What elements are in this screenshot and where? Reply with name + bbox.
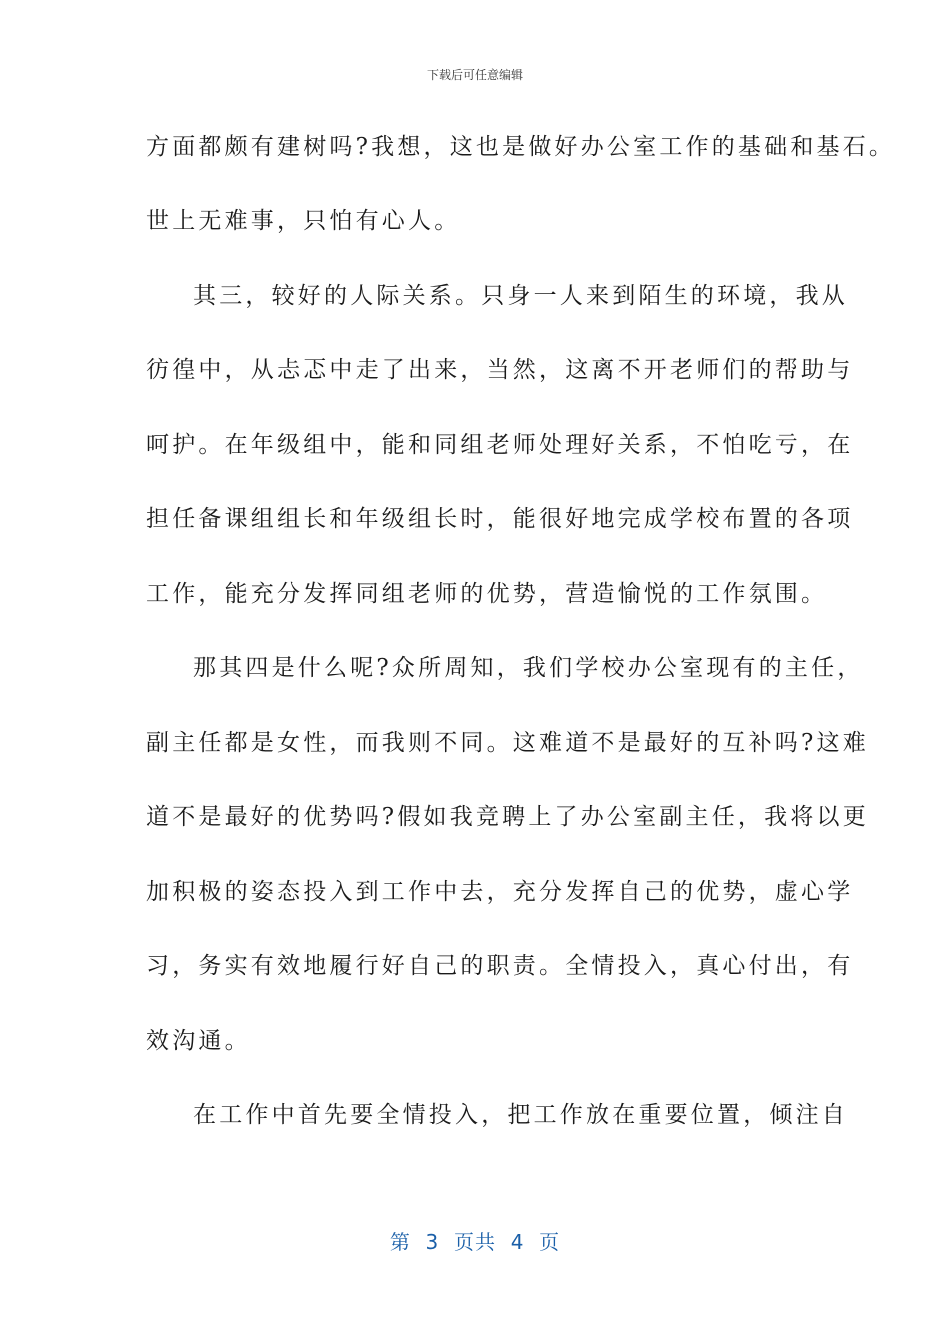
page-number-footer: 第 3 页共 4 页 bbox=[389, 1230, 561, 1254]
body-line: 方面都颇有建树吗?我想，这也是做好办公室工作的基础和基石。 bbox=[146, 134, 896, 160]
body-line: 习，务实有效地履行好自己的职责。全情投入，真心付出，有 bbox=[146, 953, 854, 979]
header-note: 下载后可任意编辑 bbox=[426, 68, 523, 82]
paragraph-start-line: 那其四是什么呢?众所周知，我们学校办公室现有的主任， bbox=[193, 655, 864, 681]
body-line: 道不是最好的优势吗?假如我竞聘上了办公室副主任，我将以更 bbox=[146, 804, 869, 830]
paragraph-start-line: 在工作中首先要全情投入，把工作放在重要位置，倾注自 bbox=[193, 1102, 848, 1128]
body-line: 副主任都是女性，而我则不同。这难道不是最好的互补吗?这难 bbox=[146, 730, 869, 756]
body-line: 加积极的姿态投入到工作中去，充分发挥自己的优势，虚心学 bbox=[146, 879, 854, 905]
body-line: 呵护。在年级组中，能和同组老师处理好关系，不怕吃亏，在 bbox=[146, 432, 854, 458]
body-line: 效沟通。 bbox=[146, 1028, 251, 1054]
body-line: 担任备课组组长和年级组长时，能很好地完成学校布置的各项 bbox=[146, 506, 854, 532]
body-line: 彷徨中，从忐忑中走了出来，当然，这离不开老师们的帮助与 bbox=[146, 357, 854, 383]
paragraph-start-line: 其三，较好的人际关系。只身一人来到陌生的环境，我从 bbox=[193, 283, 848, 309]
body-line: 世上无难事，只怕有心人。 bbox=[146, 208, 461, 234]
body-line: 工作，能充分发挥同组老师的优势，营造愉悦的工作氛围。 bbox=[146, 581, 828, 607]
